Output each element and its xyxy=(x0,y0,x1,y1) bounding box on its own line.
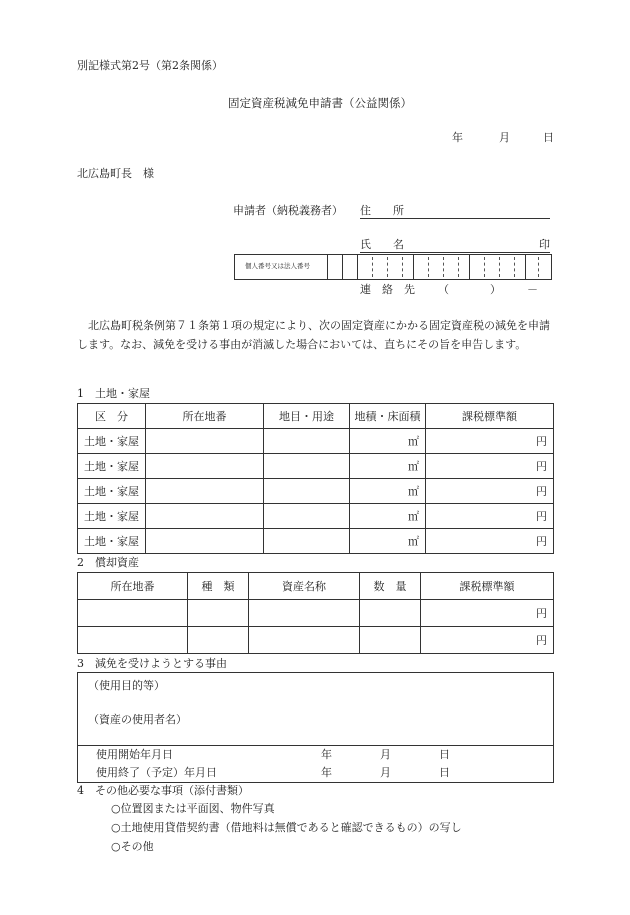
tax-base-cell[interactable]: 円 xyxy=(426,429,554,454)
depreciable-assets-table xyxy=(77,572,554,654)
tax-base-cell[interactable]: 円 xyxy=(426,479,554,504)
location-cell[interactable] xyxy=(146,504,264,529)
tax-base-cell[interactable]: 円 xyxy=(421,627,554,654)
col-header-kubun: 区 分 xyxy=(78,404,146,429)
end-year: 年 xyxy=(321,766,332,779)
section4-heading: 4 その他必要な事項（添付書類） xyxy=(77,784,249,797)
contact-close-paren: ） xyxy=(490,283,501,296)
section3-heading: 3 減免を受けようとする事由 xyxy=(77,657,227,670)
asset-name-cell[interactable] xyxy=(249,600,360,627)
area-cell[interactable]: ㎡ xyxy=(350,479,426,504)
tax-base-cell[interactable]: 円 xyxy=(426,504,554,529)
start-month: 月 xyxy=(380,748,391,761)
use-end-label: 使用終了（予定）年月日 xyxy=(96,766,217,779)
date-year-label: 年 xyxy=(452,131,463,144)
exemption-reason-box xyxy=(77,672,554,783)
location-cell[interactable] xyxy=(146,529,264,554)
document-title: 固定資産税減免申請書（公益関係） xyxy=(228,96,412,110)
area-cell[interactable]: ㎡ xyxy=(350,529,426,554)
table-row xyxy=(78,454,554,479)
location-cell[interactable] xyxy=(78,600,188,627)
attachment-item: ○その他 xyxy=(111,840,154,853)
row-kubun: 土地・家屋 xyxy=(78,454,146,479)
area-cell[interactable]: ㎡ xyxy=(350,454,426,479)
application-statement: 北広島町税条例第７１条第１項の規定により、次の固定資産にかかる固定資産税の減免を申請します。なお、減免を受ける事由が消滅した場合においては、直ちにその旨を申告します。 xyxy=(77,319,550,351)
land-category-cell[interactable] xyxy=(264,454,350,479)
table-row xyxy=(78,479,554,504)
section2-heading: 2 償却資産 xyxy=(77,556,139,569)
table-row xyxy=(78,429,554,454)
land-category-cell[interactable] xyxy=(264,429,350,454)
row-kubun: 土地・家屋 xyxy=(78,529,146,554)
location-cell[interactable] xyxy=(146,429,264,454)
table-row xyxy=(78,600,554,627)
start-year: 年 xyxy=(321,748,332,761)
form-number: 別記様式第2号（第2条関係） xyxy=(77,59,223,72)
asset-name-cell[interactable] xyxy=(249,627,360,654)
location-cell[interactable] xyxy=(78,627,188,654)
col-header-asset-name: 資産名称 xyxy=(249,573,360,600)
table-row xyxy=(78,627,554,654)
col-header-tax-base: 課税標準額 xyxy=(426,404,554,429)
land-building-table xyxy=(77,403,554,554)
applicant-label: 申請者（納税義務者） xyxy=(233,204,343,217)
quantity-cell[interactable] xyxy=(360,600,421,627)
name-field[interactable] xyxy=(360,239,550,253)
table-row xyxy=(78,529,554,554)
id-number-box[interactable] xyxy=(234,254,552,280)
land-category-cell[interactable] xyxy=(264,529,350,554)
col-header-area: 地積・床面積 xyxy=(350,404,426,429)
land-category-cell[interactable] xyxy=(264,479,350,504)
tax-base-cell[interactable]: 円 xyxy=(426,454,554,479)
tax-base-cell[interactable]: 円 xyxy=(421,600,554,627)
user-name-label: （資産の使用者名） xyxy=(88,713,187,726)
addressee: 北広島町長 様 xyxy=(77,167,154,180)
col-header-tax-base: 課税標準額 xyxy=(421,573,554,600)
type-cell[interactable] xyxy=(188,600,249,627)
purpose-label: （使用目的等） xyxy=(88,679,165,692)
use-start-label: 使用開始年月日 xyxy=(96,748,173,761)
attachment-item: ○位置図または平面図、物件写真 xyxy=(111,802,275,815)
start-day: 日 xyxy=(439,748,450,761)
name-label: 氏 名 xyxy=(360,238,404,251)
land-category-cell[interactable] xyxy=(264,504,350,529)
address-label: 住 所 xyxy=(360,204,404,217)
contact-label: 連 絡 先 xyxy=(360,283,415,296)
quantity-cell[interactable] xyxy=(360,627,421,654)
location-cell[interactable] xyxy=(146,479,264,504)
type-cell[interactable] xyxy=(188,627,249,654)
end-day: 日 xyxy=(439,766,450,779)
date-day-label: 日 xyxy=(543,131,554,144)
row-kubun: 土地・家屋 xyxy=(78,504,146,529)
section1-heading: 1 土地・家屋 xyxy=(77,387,150,400)
col-header-land-category: 地目・用途 xyxy=(264,404,350,429)
row-kubun: 土地・家屋 xyxy=(78,429,146,454)
area-cell[interactable]: ㎡ xyxy=(350,504,426,529)
row-kubun: 土地・家屋 xyxy=(78,479,146,504)
table-row xyxy=(78,504,554,529)
col-header-type: 種 類 xyxy=(188,573,249,600)
seal-mark: 印 xyxy=(539,238,550,251)
end-month: 月 xyxy=(380,766,391,779)
contact-dash: － xyxy=(527,283,538,296)
area-cell[interactable]: ㎡ xyxy=(350,429,426,454)
id-number-label: 個人番号又は法人番号 xyxy=(245,262,310,270)
col-header-quantity: 数 量 xyxy=(360,573,421,600)
date-month-label: 月 xyxy=(499,131,510,144)
col-header-location: 所在地番 xyxy=(78,573,188,600)
tax-base-cell[interactable]: 円 xyxy=(426,529,554,554)
contact-open-paren: （ xyxy=(438,283,449,296)
location-cell[interactable] xyxy=(146,454,264,479)
attachment-item: ○土地使用貸借契約書（借地料は無償であると確認できるもの）の写し xyxy=(111,821,462,834)
address-field[interactable] xyxy=(360,205,550,219)
col-header-location: 所在地番 xyxy=(146,404,264,429)
